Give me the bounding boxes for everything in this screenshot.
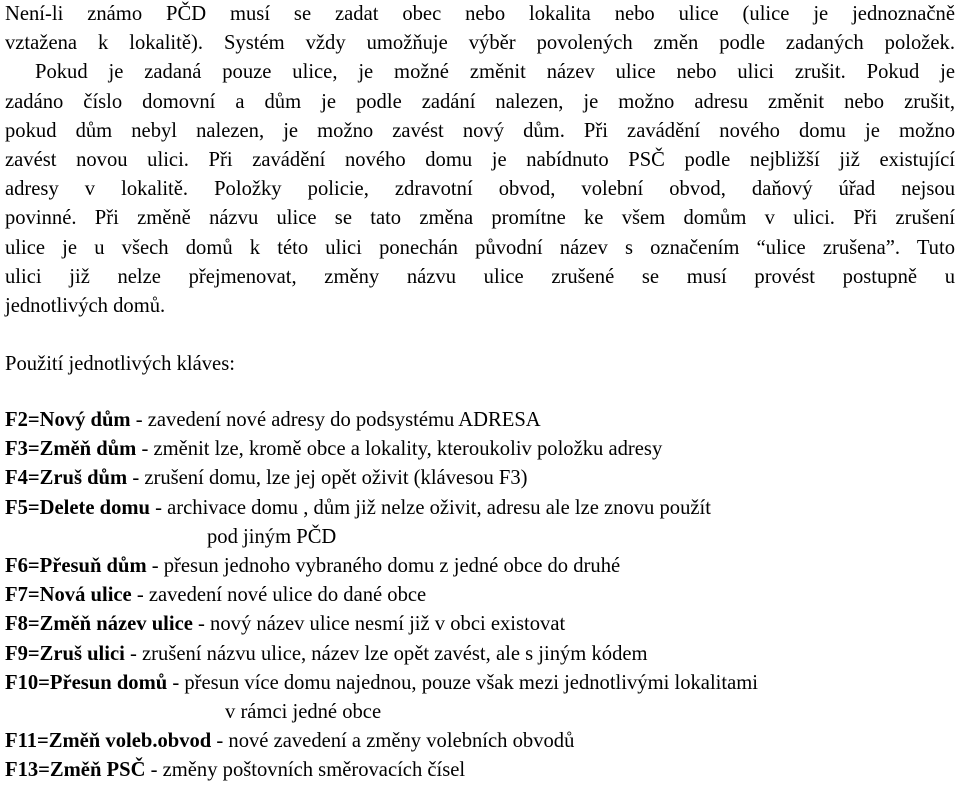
intro-line: vztažena k lokalitě). Systém vždy umožňuje výběr povolených změn podle zadaných položek. (5, 32, 955, 55)
key-description-continuation: pod jiným PČD (207, 525, 337, 548)
key-item-f6 (5, 552, 758, 581)
key-description: - archivace domu , dům již nelze oživit, adresu ale lze znovu použít (150, 496, 711, 519)
keys-list (5, 406, 758, 786)
key-description: - zrušení domu, lze jej opět oživit (klávesou F3) (127, 467, 528, 490)
key-item-f2 (5, 406, 758, 435)
intro-line: Není-li známo PČD musí se zadat obec nebo lokalita nebo ulice (ulice je jednoznačně (5, 3, 955, 25)
intro-line: ulice je u všech domů k této ulici ponechán původní název s označením “ulice zrušena”. Tuto (5, 236, 955, 259)
key-description: - přesun jednoho vybraného domu z jedné obce do druhé (146, 555, 621, 578)
intro-line: Pokud je zadaná pouze ulice, je možné změnit název ulice nebo ulici zrušit. Pokud je (35, 61, 955, 84)
intro-line: jednotlivých domů. (5, 295, 166, 318)
key-label: F7=Nová ulice (5, 584, 132, 607)
key-label: F5=Delete domu (5, 496, 150, 519)
key-description: - změny poštovních směrovacích čísel (145, 759, 466, 782)
intro-line: ulici již nelze přejmenovat, změny názvu ulice zrušené se musí provést postupně u (5, 265, 955, 288)
intro-line: pokud dům nebyl nalezen, je možno zavést nový dům. Při zavádění nového domu je možno (5, 119, 955, 142)
key-description: - zavedení nové ulice do dané obce (131, 584, 427, 607)
keys-heading: Použití jednotlivých kláves: (5, 353, 235, 375)
key-item-f3 (5, 435, 758, 464)
key-description: - přesun více domu najednou, pouze však mezi jednotlivými lokalitami (167, 671, 758, 694)
key-description: - zavedení nové adresy do podsystému ADRESA (130, 409, 541, 431)
key-label: F2=Nový dům (5, 409, 131, 431)
key-item-f13 (5, 756, 758, 785)
key-label: F11=Změň voleb.obvod (5, 730, 212, 753)
key-label: F4=Zruš dům (5, 467, 128, 490)
key-item-f5 (5, 494, 758, 552)
key-item-f11 (5, 727, 758, 756)
document-page (5, 0, 955, 782)
key-label: F13=Změň PSČ (5, 759, 146, 782)
key-description: - zrušení názvu ulice, název lze opět zavést, ale s jiným kódem (124, 642, 648, 665)
key-label: F10=Přesun domů (5, 671, 168, 694)
intro-line: povinné. Při změně názvu ulice se tato změna promítne ke všem domům v ulici. Při zrušení (5, 207, 955, 230)
intro-line: zadáno číslo domovní a dům je podle zadání nalezen, je možno adresu změnit nebo zrušit, (5, 90, 955, 113)
key-item-f4 (5, 464, 758, 493)
intro-line: adresy v lokalitě. Položky policie, zdravotní obvod, volební obvod, daňový úřad nejsou (5, 178, 955, 201)
key-description-continuation: v rámci jedné obce (225, 701, 382, 724)
intro-paragraph (5, 0, 955, 321)
intro-line: zavést novou ulici. Při zavádění nového domu je nabídnuto PSČ podle nejbližší již existující (5, 149, 955, 172)
key-item-f7 (5, 581, 758, 610)
key-label: F6=Přesuň dům (5, 555, 147, 578)
key-label: F8=Změň název ulice (5, 613, 193, 636)
key-description: - změnit lze, kromě obce a lokality, kteroukoliv položku adresy (136, 438, 663, 461)
key-item-f10 (5, 669, 758, 727)
key-description: - nové zavedení a změny volebních obvodů (211, 730, 575, 753)
key-label: F3=Změň dům (5, 438, 137, 461)
key-label: F9=Zruš ulici (5, 642, 125, 665)
key-item-f8 (5, 610, 758, 639)
key-description: - nový název ulice nesmí již v obci existovat (192, 613, 566, 636)
key-item-f9 (5, 640, 758, 669)
